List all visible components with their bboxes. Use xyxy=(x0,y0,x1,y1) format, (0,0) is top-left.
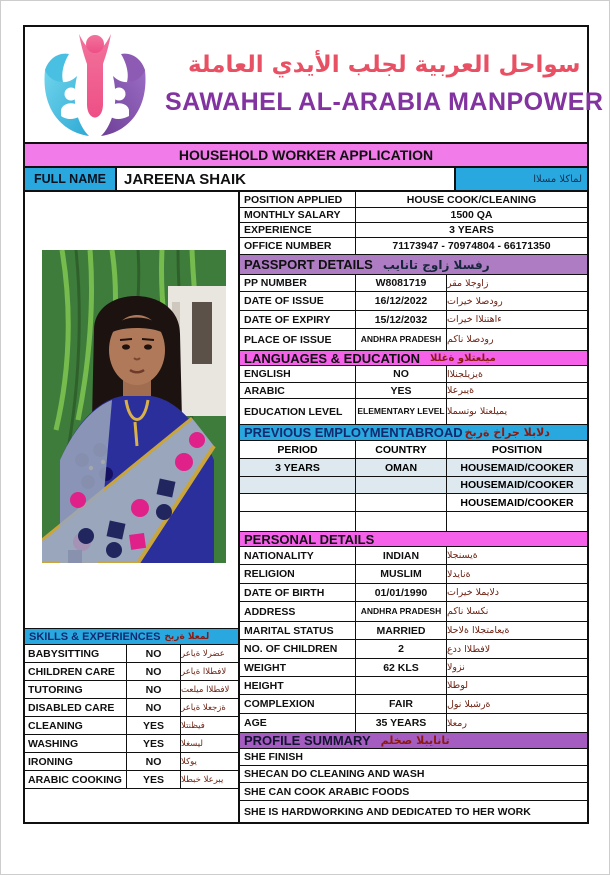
skill-arabic: عضرلا ةياعر xyxy=(181,648,225,659)
employment-header-period: PERIOD xyxy=(240,441,356,458)
agency-arabic-title: سواحل العربية لجلب الأيدي العاملة xyxy=(187,52,581,78)
field-value: YES xyxy=(356,383,447,398)
field-value: FAIR xyxy=(356,695,447,713)
employment-period xyxy=(240,512,356,531)
field-value: 16/12/2022 xyxy=(356,292,447,310)
field-value: 3 YEARS xyxy=(449,224,494,236)
field-value: NO xyxy=(356,366,447,382)
field-value: MUSLIM xyxy=(356,565,447,583)
skills-banner xyxy=(25,628,238,645)
profile-summary-title-arabic: تانايبلا صخلم xyxy=(380,734,450,747)
row-english xyxy=(240,366,587,383)
agency-english-title: SAWAHEL AL-ARABIA MANPOWER xyxy=(165,88,604,116)
field-arabic: رمعلا xyxy=(447,717,467,729)
languages-title-arabic: ميلعتلاو ةغللا xyxy=(429,352,496,364)
field-value: 1500 QA xyxy=(450,209,493,221)
field-value: 71173947 - 70974804 - 66171350 xyxy=(392,240,551,252)
main-content xyxy=(23,192,589,824)
row-children xyxy=(240,640,587,659)
summary-line: SHECAN DO CLEANING AND WASH xyxy=(240,766,587,783)
row-office-number xyxy=(240,238,587,255)
employment-country xyxy=(356,477,447,493)
row-experience xyxy=(240,223,587,238)
row-nationality xyxy=(240,547,587,565)
employment-header-row xyxy=(240,441,587,459)
skill-arabic: لافطلاا ميلعت xyxy=(181,684,230,695)
skill-row-children-care xyxy=(25,663,238,681)
field-label: OFFICE NUMBER xyxy=(240,238,356,254)
field-value: ELEMENTARY LEVEL xyxy=(356,399,447,424)
skill-label: TUTORING xyxy=(25,681,127,698)
agency-logo-icon xyxy=(34,30,156,140)
left-column xyxy=(25,192,240,822)
employment-position xyxy=(447,512,587,531)
skills-section xyxy=(25,628,238,789)
field-value: HOUSE COOK/CLEANING xyxy=(406,193,537,206)
full-name-row xyxy=(23,168,589,192)
profile-summary-title: PROFILE SUMMARY xyxy=(244,733,371,748)
field-label: WEIGHT xyxy=(240,659,356,676)
passport-title-arabic: رفسلا زاوج تانايب xyxy=(382,257,490,272)
row-height xyxy=(240,677,587,695)
employment-row xyxy=(240,459,587,477)
worker-photo xyxy=(42,250,226,563)
skill-arabic: يبرعلا خبطلا xyxy=(181,774,224,785)
field-label: AGE xyxy=(240,714,356,732)
employment-country: OMAN xyxy=(356,459,447,476)
skill-value: YES xyxy=(127,771,181,788)
row-monthly-salary xyxy=(240,208,587,223)
skill-label: DISABLED CARE xyxy=(25,699,127,716)
field-label: DATE OF BIRTH xyxy=(240,584,356,601)
employment-position: HOUSEMAID/COOKER xyxy=(460,461,574,474)
employment-position: HOUSEMAID/COOKER xyxy=(460,479,574,491)
field-label: POSITION APPLIED xyxy=(240,192,356,207)
field-value: 2 xyxy=(356,640,447,658)
field-label: DATE OF ISSUE xyxy=(240,292,356,310)
field-arabic: ةنايدلا xyxy=(447,568,471,580)
field-label: ENGLISH xyxy=(240,366,356,382)
field-label: MONTHLY SALARY xyxy=(240,208,356,222)
summary-line: SHE IS HARDWORKING AND DEDICATED TO HER WORK xyxy=(244,805,531,818)
employment-country xyxy=(356,512,447,531)
employment-period xyxy=(240,477,356,493)
application-title-banner xyxy=(23,144,589,168)
skill-label: BABYSITTING xyxy=(25,645,127,662)
personal-banner xyxy=(240,532,587,547)
field-value: MARRIED xyxy=(356,622,447,639)
skill-value: NO xyxy=(127,681,181,698)
application-title: HOUSEHOLD WORKER APPLICATION xyxy=(178,147,434,163)
field-arabic: نكسلا ناكم xyxy=(447,606,489,617)
employment-position: HOUSEMAID/COOKER xyxy=(460,496,574,509)
field-arabic: رودصلا ناكم xyxy=(447,334,494,345)
skills-title: SKILLS & EXPERIENCES xyxy=(29,630,161,643)
skill-arabic: يوكلا xyxy=(181,756,197,767)
row-age xyxy=(240,714,587,733)
field-label: ARABIC xyxy=(240,383,356,398)
field-value xyxy=(356,677,447,694)
row-date-of-issue xyxy=(240,292,587,311)
skill-value: NO xyxy=(127,663,181,680)
field-arabic: ةيبرعلا xyxy=(447,385,475,396)
row-address xyxy=(240,602,587,622)
employment-row xyxy=(240,477,587,494)
field-value: 01/01/1990 xyxy=(356,584,447,601)
field-value: W8081719 xyxy=(356,275,447,291)
field-label: PP NUMBER xyxy=(240,275,356,291)
field-value: ANDHRA PRADESH xyxy=(356,329,447,350)
passport-title: PASSPORT DETAILS xyxy=(244,257,373,272)
languages-title: LANGUAGES & EDUCATION xyxy=(244,350,420,366)
skill-label: IRONING xyxy=(25,753,127,770)
right-column xyxy=(240,192,587,822)
field-value: 62 KLS xyxy=(356,659,447,676)
skill-arabic: ليسغلا xyxy=(181,738,203,749)
field-arabic: نزولا xyxy=(447,662,465,673)
field-label: EXPERIENCE xyxy=(240,223,356,237)
row-religion xyxy=(240,565,587,584)
employment-title-arabic: دلابلا جراخ ةربخ xyxy=(464,426,550,439)
worker-photo-image xyxy=(42,250,226,563)
skill-row-washing xyxy=(25,735,238,753)
skill-label: WASHING xyxy=(25,735,127,752)
skill-row-tutoring xyxy=(25,681,238,699)
field-value: ANDHRA PRADESH xyxy=(356,602,447,621)
skill-arabic: فيظنتلا xyxy=(181,720,205,731)
skill-value: NO xyxy=(127,753,181,770)
agency-titles xyxy=(165,52,609,117)
summary-line: SHE FINISH xyxy=(240,749,587,766)
agency-header xyxy=(23,25,604,144)
field-label: DATE OF EXPIRY xyxy=(240,311,356,328)
agency-logo xyxy=(25,29,165,141)
skill-label: CLEANING xyxy=(25,717,127,734)
employment-row xyxy=(240,494,587,512)
skills-title-arabic: لمعلا ةربخ xyxy=(164,631,210,642)
field-arabic: لافطلاا ددع xyxy=(447,643,491,655)
row-date-of-expiry xyxy=(240,311,587,329)
field-arabic: ةيزيلجنلاا xyxy=(447,368,483,380)
field-arabic: رودصلا خيرات xyxy=(447,295,503,307)
field-label: RELIGION xyxy=(240,565,356,583)
field-arabic: يميلعتلا ىوتسملا xyxy=(447,406,508,417)
field-arabic: ةرشبلا نول xyxy=(447,698,491,710)
employment-title: PREVIOUS EMPLOYMENTABROAD xyxy=(244,425,463,440)
skill-label: CHILDREN CARE xyxy=(25,663,127,680)
field-label: EDUCATION LEVEL xyxy=(240,399,356,424)
field-label: COMPLEXION xyxy=(240,695,356,713)
profile-summary-banner xyxy=(240,733,587,749)
employment-header-position: POSITION xyxy=(491,443,543,456)
summary-line: SHE CAN COOK ARABIC FOODS xyxy=(240,783,587,801)
field-arabic: دلايملا خيرات xyxy=(447,587,500,598)
passport-banner xyxy=(240,255,587,275)
skill-value: YES xyxy=(127,717,181,734)
field-value: 15/12/2032 xyxy=(356,311,447,328)
row-position-applied xyxy=(240,192,587,208)
field-label: ADDRESS xyxy=(240,602,356,621)
field-label: PLACE OF ISSUE xyxy=(240,329,356,350)
full-name-label: FULL NAME xyxy=(25,168,117,190)
row-date-of-birth xyxy=(240,584,587,602)
skill-arabic: لافطلاا ةياعر xyxy=(181,666,227,677)
field-value: INDIAN xyxy=(356,547,447,564)
field-arabic: زاوجلا مقر xyxy=(447,277,489,289)
skill-row-babysitting xyxy=(25,645,238,663)
skill-row-cleaning xyxy=(25,717,238,735)
skill-label: ARABIC COOKING xyxy=(25,771,127,788)
skill-value: YES xyxy=(127,735,181,752)
languages-banner xyxy=(240,351,587,366)
employment-header-country: COUNTRY xyxy=(356,441,447,458)
employment-country xyxy=(356,494,447,511)
employment-period xyxy=(240,494,356,511)
row-place-of-issue xyxy=(240,329,587,351)
field-arabic: ءاهتنلاا خيرات xyxy=(447,314,502,325)
row-complexion xyxy=(240,695,587,714)
field-value: 35 YEARS xyxy=(356,714,447,732)
skill-arabic: ةزجعلا ةياعر xyxy=(181,702,226,713)
row-marital-status xyxy=(240,622,587,640)
full-name-value: JAREENA SHAIK xyxy=(117,168,454,190)
field-label: HEIGHT xyxy=(240,677,356,694)
skill-value: NO xyxy=(127,699,181,716)
field-label: NO. OF CHILDREN xyxy=(240,640,356,658)
field-arabic: ةيعامتجلاا ةلاحلا xyxy=(447,625,510,636)
skill-value: NO xyxy=(127,645,181,662)
row-arabic xyxy=(240,383,587,399)
field-label: MARITAL STATUS xyxy=(240,622,356,639)
field-arabic: ةيسنجلا xyxy=(447,550,478,561)
skill-row-disabled-care xyxy=(25,699,238,717)
field-arabic: لوطلا xyxy=(447,680,469,691)
employment-banner xyxy=(240,425,587,441)
employment-row xyxy=(240,512,587,532)
row-weight xyxy=(240,659,587,677)
full-name-label-arabic: لماكلا مسلاا xyxy=(454,168,587,190)
personal-title: PERSONAL DETAILS xyxy=(244,531,375,547)
employment-period: 3 YEARS xyxy=(240,459,356,476)
skill-row-arabic-cooking xyxy=(25,771,238,789)
skill-row-ironing xyxy=(25,753,238,771)
row-education-level xyxy=(240,399,587,425)
row-pp-number xyxy=(240,275,587,292)
field-label: NATIONALITY xyxy=(240,547,356,564)
